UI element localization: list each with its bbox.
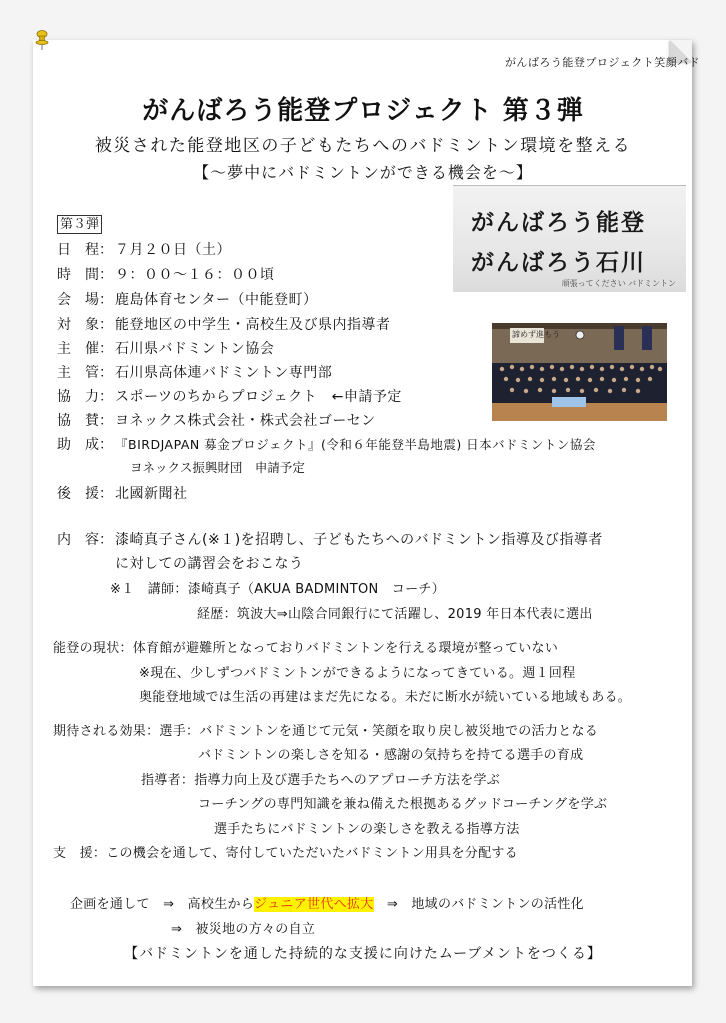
detail-label: 協 力： bbox=[57, 389, 113, 405]
flow-line-1 bbox=[70, 893, 584, 912]
detail-label: 助 成： bbox=[57, 437, 113, 453]
detail-value: 石川県高体連バドミントン専門部 bbox=[115, 365, 333, 381]
detail-value: ７月２０日（土） bbox=[115, 242, 231, 258]
pushpin-icon bbox=[34, 30, 50, 50]
banner-signature: 頑張ってください バドミントン bbox=[561, 279, 676, 288]
content-label: 内 容： bbox=[57, 532, 113, 548]
status-line-1: 能登の現状：体育館が避難所となっておりバドミントンを行える環境が整っていない bbox=[53, 641, 559, 656]
detail-value: 鹿島体育センター（中能登町） bbox=[115, 292, 318, 308]
detail-value: 『BIRDJAPAN 募金プロジェクト』(令和６年能登半島地震) 日本バドミントン協会 bbox=[115, 437, 596, 452]
page-title: がんばろう能登プロジェクト 第３弾 bbox=[142, 96, 584, 126]
detail-label: 日 程： bbox=[57, 242, 113, 258]
detail-label: 時 間： bbox=[57, 267, 113, 283]
header-note: がんばろう能登プロジェクト笑顔バド bbox=[504, 56, 700, 69]
detail-value: スポーツのちからプロジェクト ←申請予定 bbox=[115, 389, 402, 405]
flow-part-2: ⇒ 地域のバドミントンの活性化 bbox=[373, 897, 584, 912]
detail-row-time bbox=[57, 264, 275, 284]
detail-row-date bbox=[57, 239, 231, 259]
lecturer-note: ※１ 講師：漆崎真子（AKUA BADMINTON コーチ） bbox=[110, 582, 445, 597]
effects-line-4: コーチングの専門知識を兼ね備えた根拠あるグッドコーチングを学ぶ bbox=[198, 797, 608, 812]
detail-value: 北國新聞社 bbox=[115, 486, 188, 502]
banner-line-2: がんばろう石川 bbox=[471, 249, 646, 276]
effects-line-5: 選手たちにバドミントンの楽しさを教える指導方法 bbox=[214, 822, 520, 837]
detail-value: ヨネックス株式会社・株式会社ゴーセン bbox=[115, 413, 376, 429]
detail-value: 石川県バドミントン協会 bbox=[115, 341, 275, 357]
detail-label: 主 催： bbox=[57, 341, 113, 357]
detail-row-management bbox=[57, 362, 332, 382]
detail-label: 会 場： bbox=[57, 292, 113, 308]
banner-line-1: がんばろう能登 bbox=[471, 209, 646, 236]
installment-badge: 第３弾 bbox=[57, 215, 102, 234]
lecturer-career: 経歴：筑波大⇒山陰合同銀行にて活躍し、2019 年日本代表に選出 bbox=[197, 607, 593, 622]
detail-value: 能登地区の中学生・高校生及び県内指導者 bbox=[115, 317, 391, 333]
flow-part-1: 企画を通して ⇒ 高校生から bbox=[70, 897, 255, 912]
detail-value: ９：００～１６：００頃 bbox=[115, 267, 275, 283]
detail-row-grant bbox=[57, 434, 596, 454]
detail-label: 主 管： bbox=[57, 365, 113, 381]
flow-line-2: ⇒ 被災地の方々の自立 bbox=[171, 922, 316, 937]
grant-line-2: ヨネックス振興財団 申請予定 bbox=[130, 460, 305, 475]
detail-label: 後 援： bbox=[57, 486, 113, 502]
detail-row-venue bbox=[57, 289, 317, 309]
page-subtitle: 被災された能登地区の子どもたちへのバドミントン環境を整える bbox=[94, 136, 632, 156]
banner-photo bbox=[453, 185, 686, 292]
detail-row-organizer bbox=[57, 338, 274, 358]
content-row bbox=[57, 529, 603, 549]
content-line-1: 漆崎真子さん(※１)を招聘し、子どもたちへのバドミントン指導及び指導者 bbox=[115, 532, 603, 548]
detail-label: 協 賛： bbox=[57, 413, 113, 429]
support-line: 支 援：この機会を通して、寄付していただいたバドミントン用具を分配する bbox=[53, 846, 518, 861]
group-photo bbox=[492, 323, 667, 421]
detail-label: 対 象： bbox=[57, 317, 113, 333]
detail-row-target bbox=[57, 314, 391, 334]
detail-row-support bbox=[57, 483, 188, 503]
photo-sign-text: 諦めず進もう bbox=[512, 330, 560, 339]
status-line-2: ※現在、少しずつバドミントンができるようになってきている。週１回程 bbox=[139, 666, 576, 681]
content-line-2: に対しての講習会をおこなう bbox=[115, 556, 304, 572]
effects-line-1: 期待される効果：選手：バドミントンを通じて元気・笑顔を取り戻し被災地での活力となる bbox=[53, 724, 599, 739]
detail-row-sponsorship bbox=[57, 410, 376, 430]
status-line-3: 奥能登地域では生活の再建はまだ先になる。未だに断水が続いている地域もある。 bbox=[139, 690, 632, 705]
detail-row-cooperation bbox=[57, 386, 402, 406]
effects-line-2: バドミントンの楽しさを知る・感謝の気持ちを持てる選手の育成 bbox=[198, 748, 584, 763]
effects-line-3: 指導者：指導力向上及び選手たちへのアプローチ方法を学ぶ bbox=[141, 773, 501, 788]
closing-statement: 【バドミントンを通した持続的な支援に向けたムーブメントをつくる】 bbox=[124, 946, 602, 962]
tagline: 【～夢中にバドミントンができる機会を～】 bbox=[193, 163, 533, 182]
flow-highlight: ジュニア世代へ拡大 bbox=[254, 897, 374, 912]
